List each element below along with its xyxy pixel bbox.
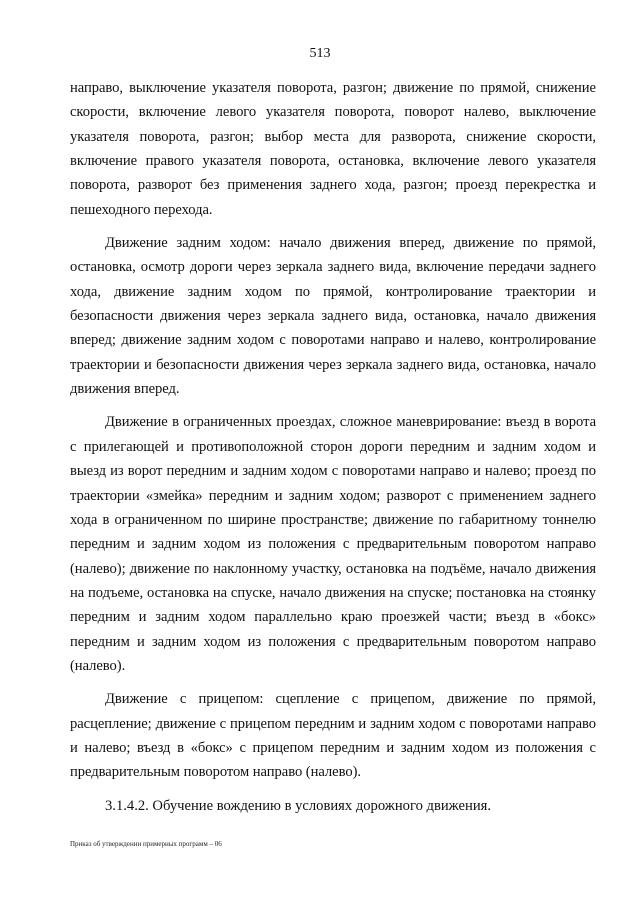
page-footer: Приказ об утверждении примерных программ – 06 [70, 840, 222, 848]
section-heading: 3.1.4.2. Обучение вождению в условиях дорожного движения. [105, 797, 492, 814]
paragraph-confined-maneuvering: Движение в ограниченных проездах, сложное маневрирование: въезд в ворота с прилегающей и противоположной сторон дороги передним и задним ходом и выезд из ворот передним и задним ходом с поворотами направо и налево; проезд по траектории «змейка» передним и задним ходом; разворот с применением заднего хода в ограниченном по ширине пространстве; движение по габаритному тоннелю передним и задним ходом из положения с предварительным поворотом направо (налево); движение по наклонному участку, остановка на подъёме, начало движения на подъеме, остановка на спуске, начало движения на спуске; постановка на стоянку передним и задним ходом параллельно краю проезжей части; въезд в «бокс» передним и задним ходом из положения с предварительным поворотом направо (налево). [70, 414, 596, 674]
document-body [70, 76, 596, 818]
paragraph-reverse-driving: Движение задним ходом: начало движения вперед, движение по прямой, остановка, осмотр дороги через зеркала заднего вида, включение передачи заднего хода, движение задним ходом по прямой, контролирование траектории и безопасности движения через зеркала заднего вида, остановка, начало движения вперед; движение задним ходом с поворотами направо и налево, контролирование траектории и безопасности движения через зеркала заднего вида, остановка, начало движения вперед. [70, 235, 596, 398]
page-number: 513 [309, 46, 331, 61]
paragraph-continuation: направо, выключение указателя поворота, разгон; движение по прямой, снижение скорости, включение левого указателя поворота, поворот налево, выключение указателя поворота, разгон; выбор места для разворота, снижение скорости, включение правого указателя поворота, остановка, включение левого указателя поворота, разворот без применения заднего хода, разгон; проезд перекрестка и пешеходного перехода. [70, 80, 596, 218]
paragraph-trailer-driving: Движение с прицепом: сцепление с прицепом, движение по прямой, расцепление; движение с прицепом передним и задним ходом с поворотами направо и налево; въезд в «бокс» с прицепом передним и задним ходом из положения с предварительным поворотом направо (налево). [70, 691, 596, 781]
